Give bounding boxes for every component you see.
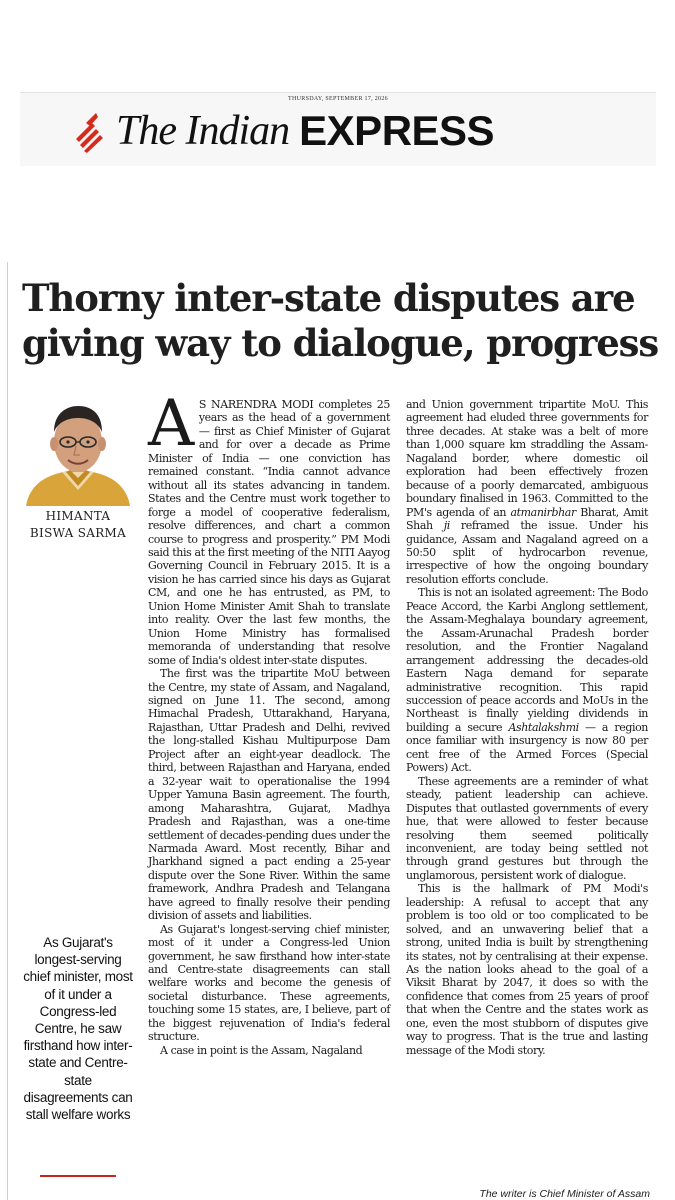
- paragraph-text: Bharat, Amit Shah: [406, 505, 648, 533]
- paragraph: [406, 398, 648, 586]
- headline: Thorny inter-state disputes are giving way to dialogue, progress: [22, 276, 659, 365]
- paragraph-text: and Union government tripartite MoU. This agreement had eluded three governments for three decades. At stake was a belt of more than 1,000 square km straddling the Assam-Nagaland border, where domestic oil exploration had been effectively frozen because of a poorly demarcated, ambiguous boundary finalised in 1963. Committed to the PM's agenda of an: [406, 398, 648, 519]
- paragraph: A case in point is the Assam, Nagaland: [160, 1043, 363, 1057]
- italic-term: Ashtalakshmi: [508, 720, 579, 734]
- drop-cap: A: [148, 387, 194, 461]
- article-column-2: [406, 398, 648, 1057]
- article-column-1: [148, 387, 390, 1057]
- brand-name-the-indian: The Indian: [116, 108, 290, 154]
- flame-icon: [70, 109, 110, 153]
- italic-term: ji: [443, 519, 450, 533]
- paragraph-text: reframed the issue. Under his guidance, Assam and Nagaland agreed on a 50:50 split of hydrocarbon revenue, irrespective of how the ongoing boundary resolution efforts conclude.: [406, 519, 648, 586]
- masthead: [20, 92, 656, 166]
- page-edge-divider: [7, 262, 8, 1200]
- paragraph: This is the hallmark of PM Modi's leadership: A refusal to accept that any problem is too old or too complicated to be solved, and an unwavering belief that a strong, united India is built by strengthening its states, not by centralising at their expense. As the nation looks ahead to the goal of a Viksit Bharat by 2047, it does so with the confidence that comes from 25 years of proof that when the Centre and the states work as one, even the most stubborn of disputes give way to progress. That is the true and lasting message of the Modi story.: [406, 882, 648, 1057]
- paragraph-text: S NARENDRA MODI completes 25 years as the head of a government — first as Chief Minister of Gujarat and for over a decade as Prime Minister of India — one conviction has remained constant. “India cannot advance without all its states advancing in tandem. States and the Centre must work together to forge a model of cooperative federalism, resolve differences, and chart a common course to progress and prosperity.” PM Modi said this at the first meeting of the NITI Aayog Governing Council in February 2015. It is a vision he has carried since his days as Gujarat CM, and one he has entrusted, as PM, to Union Home Minister Amit Shah to translate into reality. Over the last few months, the Union Home Ministry has formalised memoranda of understanding that resolve some of India's oldest inter-state disputes.: [148, 398, 390, 667]
- paragraph-text: — a region once familiar with insurgency is now 80 per cent free of the Armed Forces (Special Powers) Act.: [406, 720, 648, 775]
- paragraph: [406, 586, 648, 774]
- article-page: [0, 262, 675, 1200]
- brand-logo: [70, 101, 494, 161]
- italic-term: atmanirbhar: [510, 505, 576, 519]
- author-name: HIMANTA BISWA SARMA: [29, 509, 127, 540]
- pull-quote: As Gujarat's longest-serving chief minister, most of it under a Congress-led Centre, he saw firsthand how inter-state and Centre-state disagreements can stall welfare works: [23, 935, 133, 1123]
- paragraph: [148, 387, 390, 667]
- paragraph-text: This is not an isolated agreement: The Bodo Peace Accord, the Karbi Anglong settlement, the Assam-Meghalaya boundary agreement, the Assam-Arunachal Pradesh border resolution, and the Frontier Nagaland arrangement addressing the decades-old Eastern Naga demand for separate administrative recognition. This rapid succession of peace accords and MoUs in the Northeast is finally yielding dividends in building a secure: [406, 586, 648, 734]
- paragraph: As Gujarat's longest-serving chief minister, most of it under a Congress-led Union government, he saw firsthand how inter-state and Centre-state disagreements can stall welfare works and become the genesis of societal disturbance. These agreements, touching some 15 states, are, I believe, part of the biggest rejuvenation of India's federal structure.: [148, 922, 390, 1044]
- author-footnote: The writer is Chief Minister of Assam: [479, 1188, 650, 1200]
- brand-name-express: EXPRESS: [299, 107, 495, 154]
- paragraph: These agreements are a reminder of what steady, patient leadership can achieve. Disputes that outlasted governments of every hue, that were allowed to fester because resolving them seemed politically inconvenient, are today being settled not through grand gestures but through the unglamorous, persistent work of dialogue.: [406, 774, 648, 882]
- paragraph: The first was the tripartite MoU between the Centre, my state of Assam, and Nagaland, signed on June 11. The second, among Himachal Pradesh, Uttarakhand, Haryana, Rajasthan, Uttar Pradesh and Delhi, revived the long-stalled Kishau Multipurpose Dam Project after an eight-year deadlock. The third, between Rajasthan and Haryana, ended a 32-year wait to operationalise the 1994 Upper Yamuna Basin agreement. The fourth, among Maharashtra, Gujarat, Madhya Pradesh and Rajasthan, was a one-time settlement of decades-pending dues under the Narmada Award. Most recently, Bihar and Jharkhand signed a pact ending a 25-year dispute over the Sone River. Within the same framework, Andhra Pradesh and Telangana have agreed to finally resolve their pending division of assets and liabilities.: [148, 667, 390, 923]
- author-portrait: [22, 398, 134, 506]
- pull-quote-rule: [40, 1175, 116, 1177]
- dateline: THURSDAY, SEPTEMBER 17, 2026: [288, 96, 388, 102]
